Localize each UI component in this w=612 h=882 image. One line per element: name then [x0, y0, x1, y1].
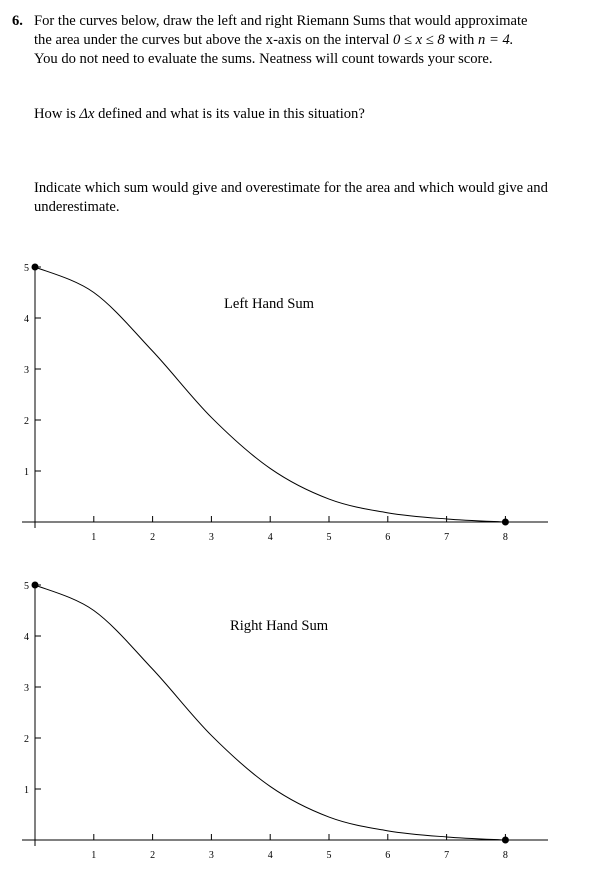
endpoint-dot: [32, 264, 39, 271]
x-tick-label: 4: [267, 532, 273, 543]
x-tick-label: 1: [91, 850, 97, 861]
x-tick-label: 8: [502, 850, 508, 861]
interval-expression: 0 ≤ x ≤ 8: [393, 32, 445, 48]
left-hand-sum-graph: [0, 258, 612, 548]
y-tick-label: 1: [24, 467, 29, 478]
x-tick-label: 8: [502, 532, 508, 543]
left-hand-sum-label: Left Hand Sum: [224, 296, 314, 312]
x-tick-label: 3: [208, 532, 214, 543]
y-tick-label: 3: [24, 365, 29, 376]
estimate-question: Indicate which sum would give and overestimate for the area and which would give and underestimate.: [34, 180, 548, 215]
x-tick-label: 6: [385, 532, 391, 543]
endpoint-dot: [502, 837, 509, 844]
y-tick-label: 5: [24, 263, 29, 274]
right-hand-sum-label: Right Hand Sum: [230, 618, 329, 634]
problem-line-3: You do not need to evaluate the sums. Neatness will count towards your score.: [34, 51, 493, 67]
delta-x-question: How is Δx defined and what is its value in this situation?: [34, 106, 365, 122]
problem-line-1: For the curves below, draw the left and right Riemann Sums that would approximate: [34, 13, 528, 29]
y-tick-label: 2: [24, 416, 29, 427]
right-hand-sum-graph: [0, 576, 612, 866]
y-tick-label: 3: [24, 683, 29, 694]
x-tick-label: 7: [444, 532, 450, 543]
problem-line-2: the area under the curves but above the x-axis on the interval 0 ≤ x ≤ 8 with n = 4.: [34, 32, 514, 48]
delta-x-symbol: Δx: [79, 106, 95, 122]
n-expression: n = 4.: [478, 32, 514, 48]
y-tick-label: 4: [24, 632, 29, 643]
x-tick-label: 6: [385, 850, 391, 861]
endpoint-dot: [32, 582, 39, 589]
x-tick-label: 3: [208, 850, 214, 861]
y-tick-label: 5: [24, 581, 29, 592]
endpoint-dot: [502, 519, 509, 526]
problem-number: 6.: [12, 13, 23, 29]
x-tick-label: 2: [150, 532, 156, 543]
x-tick-label: 2: [150, 850, 156, 861]
x-tick-label: 7: [444, 850, 450, 861]
x-tick-label: 5: [326, 850, 332, 861]
problem-statement: [34, 12, 590, 69]
x-tick-label: 5: [326, 532, 332, 543]
x-tick-label: 4: [267, 850, 273, 861]
y-tick-label: 4: [24, 314, 29, 325]
y-tick-label: 1: [24, 785, 29, 796]
x-tick-label: 1: [91, 532, 97, 543]
y-tick-label: 2: [24, 734, 29, 745]
